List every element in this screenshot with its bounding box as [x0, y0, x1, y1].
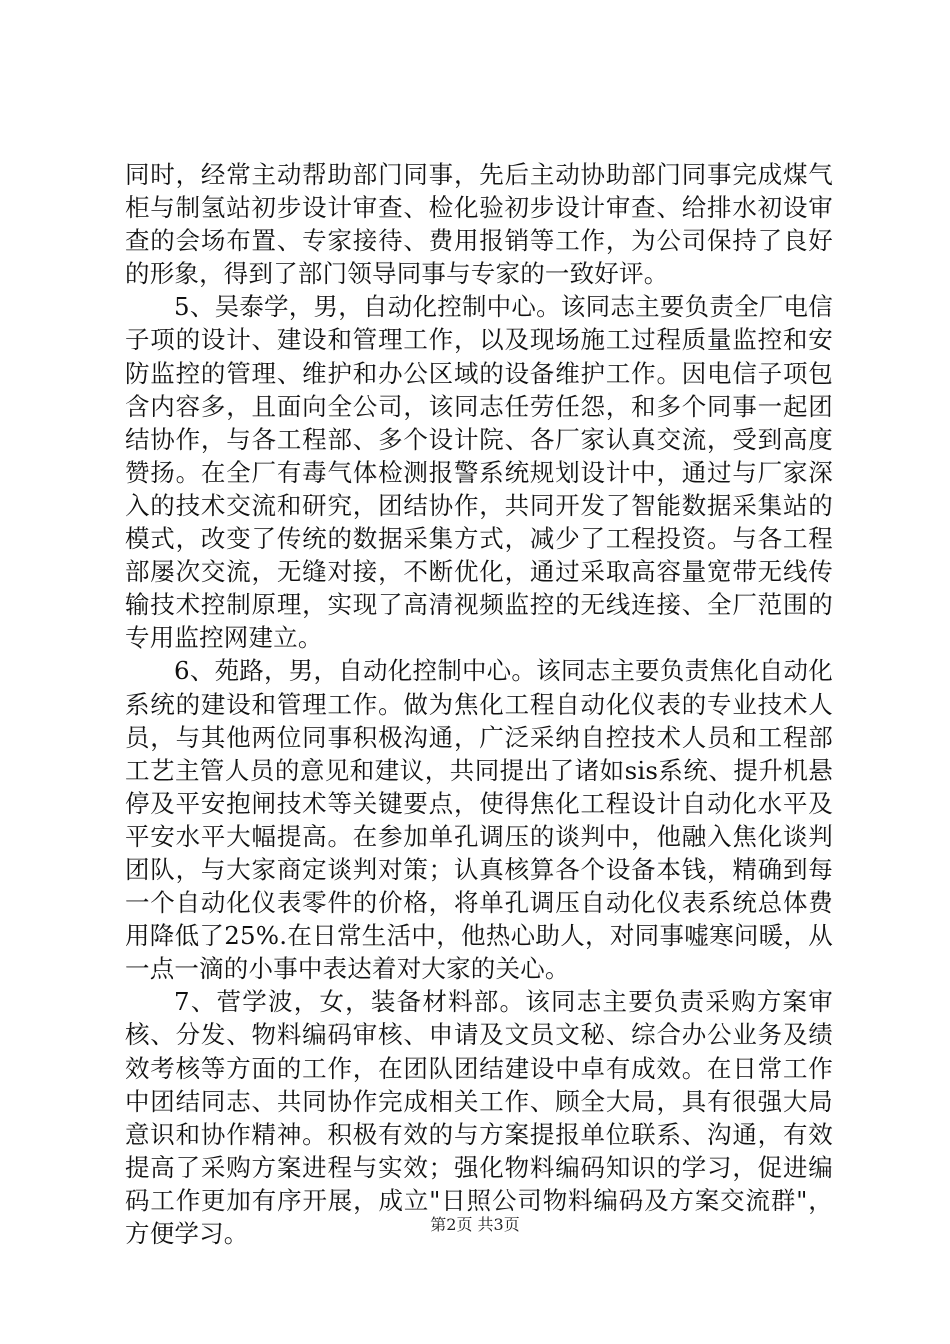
paragraph-item-5: 5、吴泰学，男，自动化控制中心。该同志主要负责全厂电信子项的设计、建设和管理工作，以及现场施工过程质量监控和安防监控的管理、维护和办公区域的设备维护工作。因电信子项包含内容多，且面向全公司，该同志任劳任怨，和多个同事一起团结协作，与各工程部、多个设计院、各厂家认真交流，受到高度赞扬。在全厂有毒气体检测报警系统规划设计中，通过与厂家深入的技术交流和研究，团结协作，共同开发了智能数据采集站的模式，改变了传统的数据采集方式，减少了工程投资。与各工程部屡次交流，无缝对接，不断优化，通过采取高容量宽带无线传输技术控制原理，实现了高清视频监控的无线连接、全厂范围的专用监控网建立。	[125, 292, 833, 653]
paragraph-item-7: 7、菅学波，女，装备材料部。该同志主要负责采购方案审核、分发、物料编码审核、申请及文员文秘、综合办公业务及绩效考核等方面的工作，在团队团结建设中卓有成效。在日常工作中团结同志、共同协作完成相关工作、顾全大局，具有很强大局意识和协作精神。积极有效的与方案提报单位联系、沟通，有效提高了采购方案进程与实效；强化物料编码知识的学习，促进编码工作更加有序开展，成立"日照公司物料编码及方案交流群"，方便学习。	[125, 987, 833, 1248]
paragraph-continuation: 同时，经常主动帮助部门同事，先后主动协助部门同事完成煤气柜与制氢站初步设计审查、检化验初步设计审查、给排水初设审查的会场布置、专家接待、费用报销等工作，为公司保持了良好的形象，得到了部门领导同事与专家的一致好评。	[125, 160, 833, 289]
paragraph-item-6: 6、苑路，男，自动化控制中心。该同志主要负责焦化自动化系统的建设和管理工作。做为焦化工程自动化仪表的专业技术人员，与其他两位同事积极沟通，广泛采纳自控技术人员和工程部工艺主管人员的意见和建议，共同提出了诸如sis系统、提升机悬停及平安抱闸技术等关键要点，使得焦化工程设计自动化水平及平安水平大幅提高。在参加单孔调压的谈判中，他融入焦化谈判团队，与大家商定谈判对策；认真核算各个设备本钱，精确到每一个自动化仪表零件的价格，将单孔调压自动化仪表系统总体费用降低了25%.在日常生活中，他热心助人，对同事嘘寒问暖，从一点一滴的小事中表达着对大家的关心。	[125, 656, 833, 984]
page-number-footer: 第2页 共3页	[430, 1215, 520, 1234]
document-body	[125, 158, 833, 1250]
